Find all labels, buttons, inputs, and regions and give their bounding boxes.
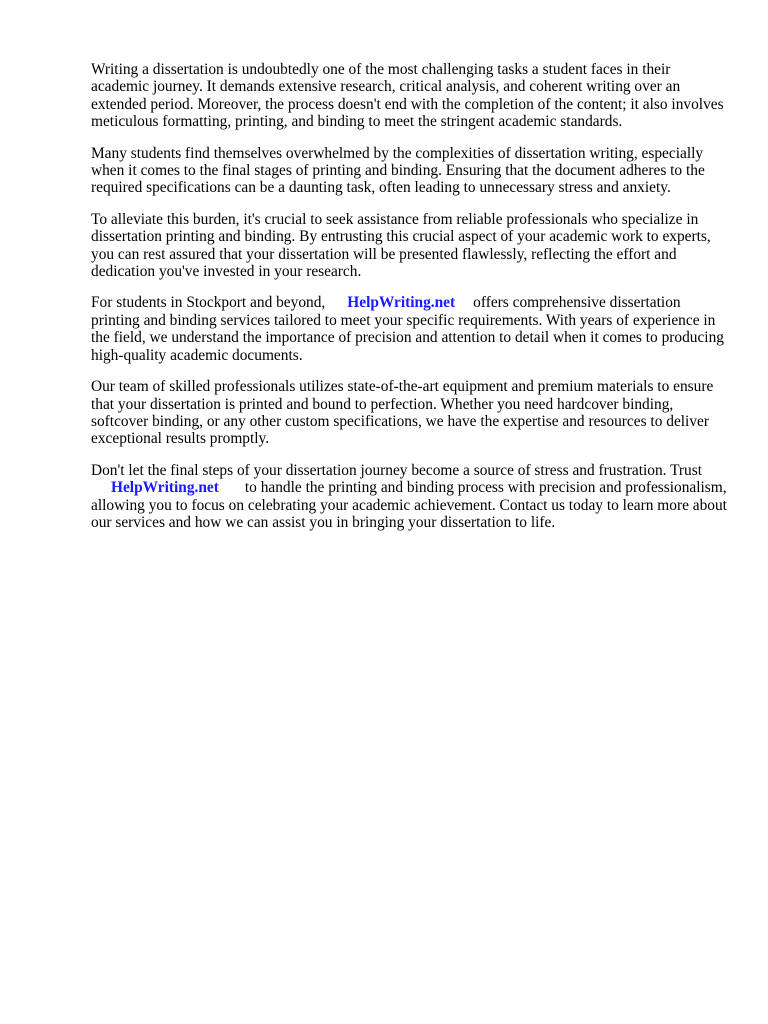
paragraph-trust-rest: to handle the printing and binding process with precision and professionalism, allowing you to focus on celebrating your academic achievement. Contact us today to learn more about our services and how we can assist you in bringing your dissertation to life. <box>91 479 727 531</box>
paragraph-trust-lead: Don't let the final steps of your dissertation journey become a source of stress and frustration. Trust <box>91 461 703 479</box>
helpwriting-link-trust[interactable]: HelpWriting.net <box>111 479 219 497</box>
paragraph-intro: Writing a dissertation is undoubtedly one of the most challenging tasks a student faces in their academic journey. It demands extensive research, critical analysis, and coherent writing over an extended period. Moreover, the process doesn't end with the completion of the content; it also involves meticulous formatting, printing, and binding to meet the stringent academic standards. <box>91 61 724 131</box>
paragraph-alleviate: To alleviate this burden, it's crucial to seek assistance from reliable professionals who specialize in dissertation printing and binding. By entrusting this crucial aspect of your academic work to experts, you can rest assured that your dissertation will be presented flawlessly, reflecting the effort and dedication you've invested in your research. <box>91 210 711 281</box>
paragraph-stockport-lead: For students in Stockport and beyond, <box>91 294 326 312</box>
paragraph-overwhelmed: Many students find themselves overwhelmed by the complexities of dissertation writing, especially when it comes to the final stages of printing and binding. Ensuring that the document adheres to the required specifications can be a daunting task, often leading to unnecessary stress and anxiety. <box>91 144 705 197</box>
helpwriting-link[interactable]: HelpWriting.net <box>347 294 456 312</box>
document-page <box>91 61 731 545</box>
paragraph-stockport-rest: offers comprehensive dissertation printing and binding services tailored to meet your specific requirements. With years of experience in the field, we understand the importance of precision and attention to detail when it comes to producing high-quality academic documents. <box>91 294 724 364</box>
paragraph-stockport <box>91 294 731 364</box>
paragraph-trust <box>91 462 731 532</box>
paragraph-team: Our team of skilled professionals utilizes state-of-the-art equipment and premium materials to ensure that your dissertation is printed and bound to perfection. Whether you need hardcover binding, softcover binding, or any other custom specifications, we have the expertise and resources to deliver exceptional results promptly. <box>91 378 714 448</box>
